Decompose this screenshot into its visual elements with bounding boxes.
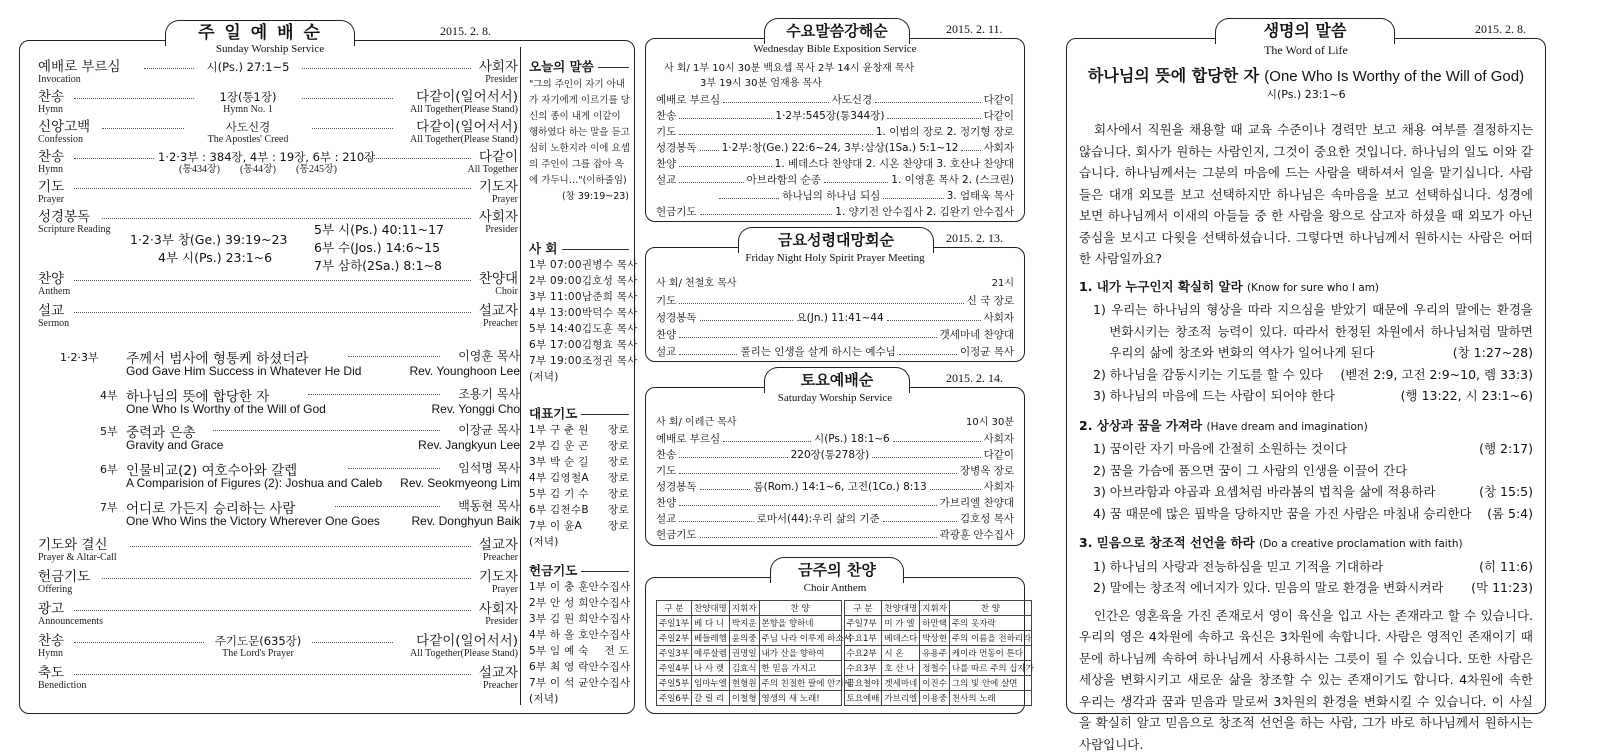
sermon-title-ko: 중력과 은총: [126, 421, 196, 441]
list-item: 6부 17:00 김형효 목사: [529, 337, 629, 353]
choir-panel: [645, 577, 1025, 714]
choir-row: 주일5부 임마누엘 현형원 주의 친절한 팔에 안기세: [657, 676, 842, 691]
worship-item-role-en: All Together(Please Stand): [410, 649, 518, 659]
list-item: 2부 09:00 김호성 목사: [529, 273, 629, 289]
worship-item-role: 찬양대: [479, 271, 518, 287]
list-item: 5부 임 예 숙 전 도: [529, 643, 629, 659]
worship-item: [38, 665, 518, 711]
worship-item-en: Benediction: [38, 681, 86, 691]
worship-item-ko: 찬송: [38, 89, 64, 105]
worship-item-role: 다같이(일어서서): [410, 633, 518, 649]
worship-item-detail-en: The Lord's Prayer: [208, 649, 308, 659]
sermon-part: 7부: [100, 499, 118, 515]
list-item: 1부 구 춘 원 장로: [529, 422, 629, 438]
service-row: 기도 신 국 장로: [656, 292, 1014, 308]
sermon-preacher: 백동현 목사: [458, 497, 520, 514]
sermon-part: 5부: [100, 423, 118, 439]
sermon-title-en: One Who Wins the Victory Wherever One Goes: [126, 514, 380, 528]
worship-item-role-en: Preacher: [479, 553, 518, 563]
sermon-entry: [100, 459, 520, 497]
worship-item-ko: 찬송: [38, 149, 64, 165]
choir-row: 주일7부 미 가 엘 하만택 주의 옷자락: [844, 616, 1031, 631]
friday-date: 2015. 2. 13.: [946, 231, 1003, 246]
choir-subtitle: Choir Anthem: [646, 582, 1024, 594]
worship-item-role-en: Preacher: [479, 681, 518, 691]
choir-row: 주일6부 갈 릴 리 이철형 영생의 새 노래!: [657, 691, 842, 706]
word-heading-en: (One Who Is Worthy of the Will of God): [1264, 68, 1524, 85]
sermon-preacher: 임석명 목사: [458, 459, 520, 476]
worship-item-en: Hymn: [38, 105, 64, 115]
worship-item-detail: 1장(통1장): [198, 89, 298, 105]
word-title: 생명의 말씀: [1215, 18, 1395, 44]
today-word-line: "그의 주인이 자기 아내: [529, 77, 629, 93]
worship-item-detail: 1·2·3부 : 384장, 4부 : 19장, 6부 : 210장: [158, 149, 358, 165]
worship-item-role-en: All Together(Please Stand): [410, 135, 518, 145]
word-outro: 인간은 영혼육을 가진 존재로서 영이 육신을 입고 사는 존재라고 할 수 있습니다. 우리의 영은 4차원에 속하고 육신은 3차원에 속합니다. 사람은 영적인 존재이기 때문에 하나님께 속하여 하나님께서 사용하시는 그릇이 될 수 있습니다. 또한 사람은 세상을 변화시키고 새로운 삶을 창조할 수 있는 존재이기도 합니다. 4차원에 속한 우리는 생각과 꿈과 믿음과 말로써 3차원의 환경을 변화시킬 수 있습니다. 이 사실을 확실히 알고 믿음으로 창조적 선언을 하는 사람, 그가 바로 하나님께서 원하시는 사람입니다.: [1079, 605, 1533, 755]
service-row: 찬양 1. 베데스다 찬양대 2. 시온 찬양대 3. 호산나 찬양대: [656, 155, 1014, 171]
service-row: 찬송 220장(통278장) 다같이: [656, 446, 1014, 462]
choir-row: 주일3부 예루살렘 권명일 내가 산을 향하여: [657, 646, 842, 661]
list-item: 5부 14:40 김도훈 목사: [529, 321, 629, 337]
list-item: 7부 이 윤A 장로: [529, 518, 629, 534]
saturday-header: 사 회/ 이레근 목사: [656, 413, 737, 428]
scripture-4: 4부 시(Ps.) 23:1~6: [158, 249, 272, 267]
list-item: 3부 김 원 희 안수집사: [529, 611, 629, 627]
wednesday-header-2: 3부 19시 30분 엄재용 목사: [700, 74, 822, 89]
worship-item-role: 사회자: [479, 59, 518, 75]
service-row: 설교 아브라함의 순종 1. 이영훈 목사 2. (스크린): [656, 171, 1014, 187]
list-item: 3부 11:00 남준희 목사: [529, 289, 629, 305]
scripture-readings: [130, 218, 470, 278]
choir-header-row: 구 분 찬양대명 지휘자 찬 양: [657, 601, 842, 616]
worship-item-role: 다같이(일어서서): [410, 119, 518, 135]
worship-item: [38, 303, 518, 349]
worship-item-role-en: Preacher: [479, 319, 518, 329]
sermon-preacher-en: Rev. Donghyun Baik: [411, 514, 520, 528]
worship-item-en: Prayer & Altar-Call: [38, 553, 117, 563]
list-item: (저녁): [529, 534, 629, 550]
worship-item-role-en: Presider: [479, 75, 518, 85]
choir-row: 수요2부 시 온 유용주 케이라 먼동이 튼다: [844, 646, 1031, 661]
wednesday-title: 수요말씀강해순: [764, 18, 910, 44]
worship-item-role: 다같이: [468, 149, 519, 165]
service-row: 예배로 부르심 시(Ps.) 18:1~6 사회자: [656, 430, 1014, 446]
worship-item-role-en: Prayer: [479, 585, 518, 595]
worship-item-ko: 예배로 부르심: [38, 59, 121, 75]
worship-item-role: 다같이(일어서서): [410, 89, 518, 105]
point-2-heading: 2. 상상과 꿈을 가져라 (Have dream and imagination): [1079, 415, 1533, 439]
list-item: 6부 최 영 락 안수집사: [529, 659, 629, 675]
service-row: 예배로 부르심 사도신경 다같이: [656, 91, 1014, 107]
list-item: 4부 13:00 박덕수 목사: [529, 305, 629, 321]
sermon-entry: [100, 385, 520, 423]
service-row: 성경봉독 1·2부:창(Ge.) 22:6~24, 3부:삼상(1Sa.) 5:1~12 사회자: [656, 139, 1014, 155]
today-word-box: [529, 59, 629, 205]
choir-row: 주일2부 베들레헴 윤의중 주님 나라 이루게 하소서: [657, 631, 842, 646]
sunday-panel: [19, 40, 635, 714]
friday-title: 금요성령대망회순: [738, 227, 934, 253]
word-intro: 회사에서 직원을 채용할 때 교육 수준이나 경력만 보고 채용 여부를 결정하지는 않습니다. 회사가 원하는 사람인지, 그것이 중요한 것입니다. 하나님의 일도 이와 같습니다. 하나님께서는 그분의 마음에 드는 사람을 택하셔서 일을 맡기십니다. 사람들은 대개 외모를 보고 선택하지만 하나님은 속마음을 보고 선택하십니다. 성경에 보면 하나님께서 이새의 아들들 중 한 사람을 왕으로 삼고자 하셨을 때 외모가 아닌 중심을 보시고 다윗을 선택하셨습니다. 그렇다면 하나님께서 원하시는 사람은 어떠한 사람일까요?: [1079, 119, 1533, 270]
offering-prayer-list: [529, 563, 629, 707]
sermon-title-en: God Gave Him Success in Whatever He Did: [126, 364, 361, 378]
service-row: 설교 로마서(44):우리 삶의 기준 김호성 목사: [656, 510, 1014, 526]
today-word-line: 행하였다 하는 말을 듣고: [529, 125, 629, 141]
point-3-2: 2) 말에는 창조적 에너지가 있다. 믿음의 말로 환경을 변화시켜라 (막 11:23): [1079, 577, 1533, 599]
service-row: 설교 풀리는 인생을 살게 하시는 예수님 이정균 목사: [656, 343, 1014, 359]
service-row: 기도 장병옥 장로: [656, 462, 1014, 478]
list-item: 4부 김영철A 장로: [529, 470, 629, 486]
worship-item-role-en: Presider: [479, 617, 518, 627]
sermon-preacher-en: Rev. Seokmyeong Lim: [400, 476, 520, 490]
worship-item-role-en: All Together: [468, 165, 519, 175]
worship-item-ko: 성경봉독: [38, 209, 110, 225]
sermon-entry: [100, 421, 520, 459]
scripture-5: 5부 시(Ps.) 40:11~17: [314, 221, 444, 239]
worship-item-detail: 시(Ps.) 27:1~5: [198, 59, 298, 75]
wednesday-panel: [645, 38, 1025, 222]
service-row: 찬양 갯세마네 찬양대: [656, 326, 1014, 342]
sermon-title-ko: 주께서 범사에 형통케 하셨더라: [126, 347, 308, 367]
point-1-1-ref: (창 1:27~28): [1453, 342, 1533, 364]
worship-item-ko: 찬송: [38, 633, 64, 649]
wednesday-date: 2015. 2. 11.: [946, 22, 1003, 37]
list-item: 2부 김 운 곤 장로: [529, 438, 629, 454]
point-1-2: 2) 하나님을 감동시키는 기도를 할 수 있다 (벧전 2:9, 고전 2:9~10, 렘 33:3): [1093, 364, 1533, 386]
list-item: 5부 김 기 수 장로: [529, 486, 629, 502]
word-reference: 시(Ps.) 23:1~6: [1067, 86, 1545, 102]
presider-list: [529, 241, 629, 385]
point-2-3: 3) 아브라함과 야곱과 요셉처럼 바라봄의 법칙을 삶에 적용하라 (창 15:5): [1079, 481, 1533, 503]
saturday-title: 토요예배순: [764, 367, 910, 393]
worship-item-role-en: Presider: [479, 225, 518, 235]
sermon-part: 1·2·3부: [60, 349, 99, 365]
list-item: 6부 김천수B 장로: [529, 502, 629, 518]
service-row: 기도 1. 이범의 장로 2. 정기형 장로: [656, 123, 1014, 139]
today-word-line: 심히 노한지라 이에 요셉: [529, 141, 629, 157]
word-date: 2015. 2. 8.: [1475, 22, 1526, 37]
today-word-ref: (창 39:19~23): [529, 189, 629, 205]
scripture-1: 1·2·3부 창(Ge.) 39:19~23: [130, 231, 287, 249]
worship-item-en: Offering: [38, 585, 90, 595]
list-item: 1부 이 충 훈 안수집사: [529, 579, 629, 595]
sermon-title-en: Gravity and Grace: [126, 438, 223, 452]
worship-item-en: Anthem: [38, 287, 70, 297]
friday-panel: [645, 247, 1025, 362]
list-item: (저녁): [529, 369, 629, 385]
choir-table-left: [656, 600, 842, 706]
choir-row: 토요예배 가브리엘 이용중 천사의 노래: [844, 691, 1031, 706]
word-heading: [1067, 63, 1545, 86]
saturday-subtitle: Saturday Worship Service: [646, 392, 1024, 404]
sermon-entry: [100, 497, 520, 535]
today-word-title: 오늘의 말씀: [529, 59, 629, 75]
scripture-6: 6부 수(Jos.) 14:6~15: [314, 239, 440, 257]
service-row: 성경봉독 요(Jn.) 11:41~44 사회자: [656, 309, 1014, 325]
sermon-title-ko: 어디로 가든지 승리하는 사람: [126, 497, 295, 517]
list-item: 4부 하 올 호 안수집사: [529, 627, 629, 643]
worship-item-en: Scripture Reading: [38, 225, 110, 235]
list-item: 3부 박 순 길 장로: [529, 454, 629, 470]
wednesday-header-1: 사 회/ 1부 10시 30분 백요셉 목사 2부 14시 윤창재 목사: [664, 59, 914, 74]
worship-item-en: Sermon: [38, 319, 69, 329]
worship-item-role: 기도자: [479, 179, 518, 195]
sermon-part: 6부: [100, 461, 118, 477]
worship-item-ko: 찬양: [38, 271, 70, 287]
worship-item-ko: 기도: [38, 179, 64, 195]
choir-row: 주일1부 베 다 니 박지운 본향을 향하네: [657, 616, 842, 631]
sermon-entry: [100, 347, 520, 385]
worship-item-en: Confession: [38, 135, 90, 145]
point-1-1: 1) 우리는 하나님의 형상을 따라 지으심을 받았기 때문에 우리의 말에는 환경을 변화시키는 창조적 능력이 있다. 따라서 한정된 차원에서 하나님처럼 말하면 우리의 삶에 창조와 변화의 역사가 일어나게 된다: [1093, 299, 1533, 364]
list-item: 1부 07:00 권병수 목사: [529, 257, 629, 273]
saturday-panel: [645, 387, 1025, 546]
worship-item-role: 사회자: [479, 601, 518, 617]
friday-subtitle: Friday Night Holy Spirit Prayer Meeting: [646, 252, 1024, 264]
service-row: 찬양 가브리엘 찬양대: [656, 494, 1014, 510]
worship-item-role: 설교자: [479, 665, 518, 681]
point-2-1: 1) 꿈이란 자기 마음에 간절히 소원하는 것이다 (행 2:17): [1079, 438, 1533, 460]
sermon-preacher: 이영훈 목사: [458, 347, 520, 364]
worship-item-en: Invocation: [38, 75, 121, 85]
offering-prayer-title: 헌금기도: [529, 563, 629, 579]
friday-header: 사 회/ 천철호 목사: [656, 274, 737, 289]
worship-item-ko: 신앙고백: [38, 119, 90, 135]
point-1-heading: 1. 내가 누구인지 확실히 알라 (Know for sure who I am): [1079, 276, 1533, 300]
choir-row: 수요3부 호 산 나 정철수 나를 따르 주의 십자가: [844, 661, 1031, 676]
sermon-title-en: One Who Is Worthy of the Will of God: [126, 402, 326, 416]
friday-time: 21시: [992, 274, 1014, 289]
worship-item-en: Hymn: [38, 165, 64, 175]
list-item: (저녁): [529, 691, 629, 707]
sermon-part: 4부: [100, 387, 118, 403]
word-panel: [1066, 38, 1546, 714]
list-item: 7부 19:00 조정권 목사: [529, 353, 629, 369]
today-word-line: 의 주인이 그를 잡아 옥: [529, 157, 629, 173]
sermon-preacher: 이장균 목사: [458, 421, 520, 438]
choir-row: 주일4부 나 사 렛 김효식 한 믿음 가지고: [657, 661, 842, 676]
choir-row: 수요1부 베데스다 박상현 주의 이름을 전하리라: [844, 631, 1031, 646]
today-word-line: 에 가두니…"(이하줄임): [529, 173, 629, 189]
worship-item-role: 기도자: [479, 569, 518, 585]
sunday-title: 주 일 예 배 순: [165, 20, 355, 46]
point-3-1: 1) 하나님의 사랑과 전능하심을 믿고 기적을 기대하라 (히 11:6): [1079, 556, 1533, 578]
worship-item-role: 설교자: [479, 303, 518, 319]
choir-row: 금요철야 겟세마네 이진수 그의 빛 안에 살면: [844, 676, 1031, 691]
sermon-preacher-en: Rev. Younghoon Lee: [409, 364, 520, 378]
sermon-preacher-en: Rev. Jangkyun Lee: [418, 438, 520, 452]
saturday-time: 10시 30분: [966, 413, 1014, 428]
worship-item-detail-en: Hymn No. 1: [198, 105, 298, 115]
worship-item-en: Announcements: [38, 617, 103, 627]
service-row: 찬송 1·2부:545장(통344장) 다같이: [656, 107, 1014, 123]
worship-item-detail-en: (통434장) (통44장) (통245장): [158, 165, 358, 175]
choir-table-right: [844, 600, 1032, 706]
today-word-line: 가 자기에게 이르기를 당: [529, 93, 629, 109]
worship-item-role-en: Choir: [479, 287, 518, 297]
worship-item-ko: 헌금기도: [38, 569, 90, 585]
point-3-heading: 3. 믿음으로 창조적 선언을 하라 (Do a creative proclamation with faith): [1079, 532, 1533, 556]
service-row: 헌금기도 곽광훈 안수집사: [656, 526, 1014, 542]
word-heading-ko: 하나님의 뜻에 합당한 자: [1088, 66, 1259, 85]
sunday-subtitle: Sunday Worship Service: [20, 43, 520, 55]
wednesday-subtitle: Wednesday Bible Exposition Service: [646, 43, 1024, 55]
list-item: 7부 이 석 균 안수집사: [529, 675, 629, 691]
worship-item-role: 사회자: [479, 209, 518, 225]
worship-item-en: Hymn: [38, 649, 64, 659]
point-2-2: 2) 꿈을 가슴에 품으면 꿈이 그 사람의 인생을 이끌어 간다: [1079, 460, 1533, 482]
service-row: 성경봉독 롬(Rom.) 14:1~6, 고전(1Co.) 8:13 사회자: [656, 478, 1014, 494]
worship-item-detail: 사도신경: [188, 119, 308, 135]
sermon-preacher-en: Rev. Yonggi Cho: [431, 402, 520, 416]
presider-title: 사 회: [529, 241, 629, 257]
choir-title: 금주의 찬양: [770, 557, 904, 583]
rep-prayer-title: 대표기도: [529, 406, 629, 422]
worship-item-detail-en: The Apostles' Creed: [188, 135, 308, 145]
service-row: 하나님의 하나님 되심 3. 엄태욱 목사: [656, 187, 1014, 203]
worship-item-ko: 광고: [38, 601, 103, 617]
word-subtitle: The Word of Life: [1067, 43, 1545, 58]
sermon-title-ko: 인물비교(2) 여호수아와 갈렙: [126, 459, 297, 479]
worship-item-role: 설교자: [479, 537, 518, 553]
sermon-title-ko: 하나님의 뜻에 합당한 자: [126, 385, 269, 405]
saturday-date: 2015. 2. 14.: [946, 371, 1003, 386]
worship-item-role-en: Prayer: [479, 195, 518, 205]
point-2-4: 4) 꿈 때문에 많은 핍박을 당하지만 꿈을 가진 사람은 마침내 승리한다 (롬 5:4): [1079, 503, 1533, 525]
scripture-7: 7부 삼하(2Sa.) 8:1~8: [314, 257, 442, 275]
sermon-preacher: 조용기 목사: [458, 385, 520, 402]
worship-item-ko: 기도와 결신: [38, 537, 117, 553]
worship-item-ko: 설교: [38, 303, 69, 319]
today-word-line: 신의 종이 내게 이같이: [529, 109, 629, 125]
rep-prayer-list: [529, 406, 629, 550]
point-1-3: 3) 하나님의 마음에 드는 사람이 되어야 한다 (행 13:22, 시 23:1~6): [1093, 385, 1533, 407]
list-item: 2부 안 성 희 안수집사: [529, 595, 629, 611]
service-row: 헌금기도 1. 양기전 안수집사 2. 김완기 안수집사: [656, 203, 1014, 219]
worship-item-role-en: All Together(Please Stand): [410, 105, 518, 115]
worship-item-ko: 축도: [38, 665, 86, 681]
sunday-date: 2015. 2. 8.: [440, 24, 491, 39]
choir-header-row: 구 분 찬양대명 지휘자 찬 양: [844, 601, 1031, 616]
worship-item-en: Prayer: [38, 195, 64, 205]
worship-item-detail: 주기도문(635장): [208, 633, 308, 649]
sermon-title-en: A Comparision of Figures (2): Joshua and Caleb: [126, 476, 382, 490]
